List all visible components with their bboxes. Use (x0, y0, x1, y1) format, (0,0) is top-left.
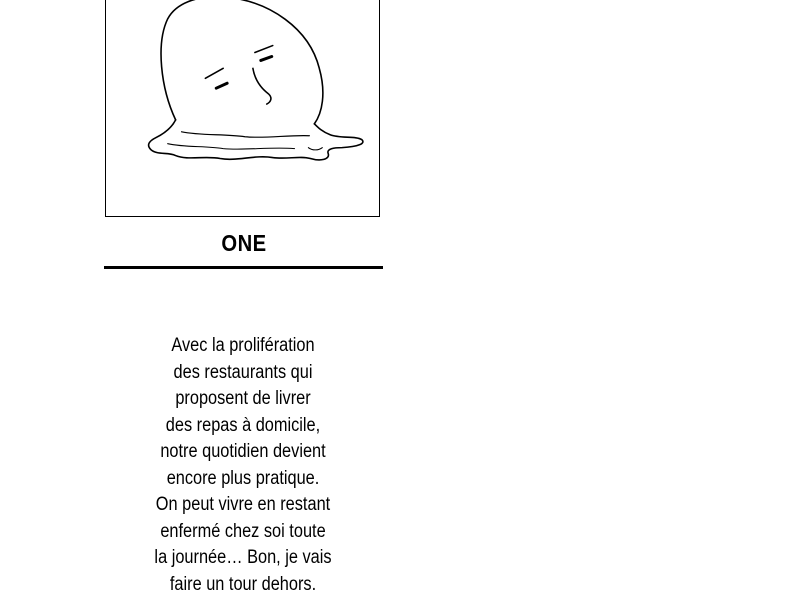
nose (253, 68, 271, 104)
left-eye (205, 68, 223, 78)
author-name: ONE (221, 230, 267, 256)
right-eye (255, 46, 273, 53)
puddle-drip (308, 148, 322, 150)
comment-line: faire un tour dehors. (169, 573, 317, 595)
blob-outline (161, 0, 323, 124)
comment-line: la journée… Bon, je vais (154, 547, 332, 568)
left-eye-lid (216, 83, 227, 88)
comment-line: proposent de livrer (175, 388, 311, 409)
melting-blob-face-drawing (106, 0, 379, 216)
comment-line: enfermé chez soi toute (160, 520, 326, 542)
comment-line: On peut vivre en restant (155, 494, 331, 515)
comment-line: des restaurants qui (173, 361, 313, 383)
comment-line: notre quotidien devient (160, 441, 326, 462)
melted-puddle (149, 120, 363, 160)
comment-line: Avec la prolifération (171, 335, 315, 356)
author-portrait-frame (105, 0, 380, 217)
puddle-wrinkle (168, 144, 295, 150)
puddle-wrinkle (182, 132, 310, 138)
comment-line: des repas à domicile, (165, 414, 321, 436)
right-eye-lid (261, 56, 272, 60)
divider-rule (104, 266, 383, 269)
author-comment (103, 333, 383, 598)
comment-line: encore plus pratique. (166, 467, 320, 489)
